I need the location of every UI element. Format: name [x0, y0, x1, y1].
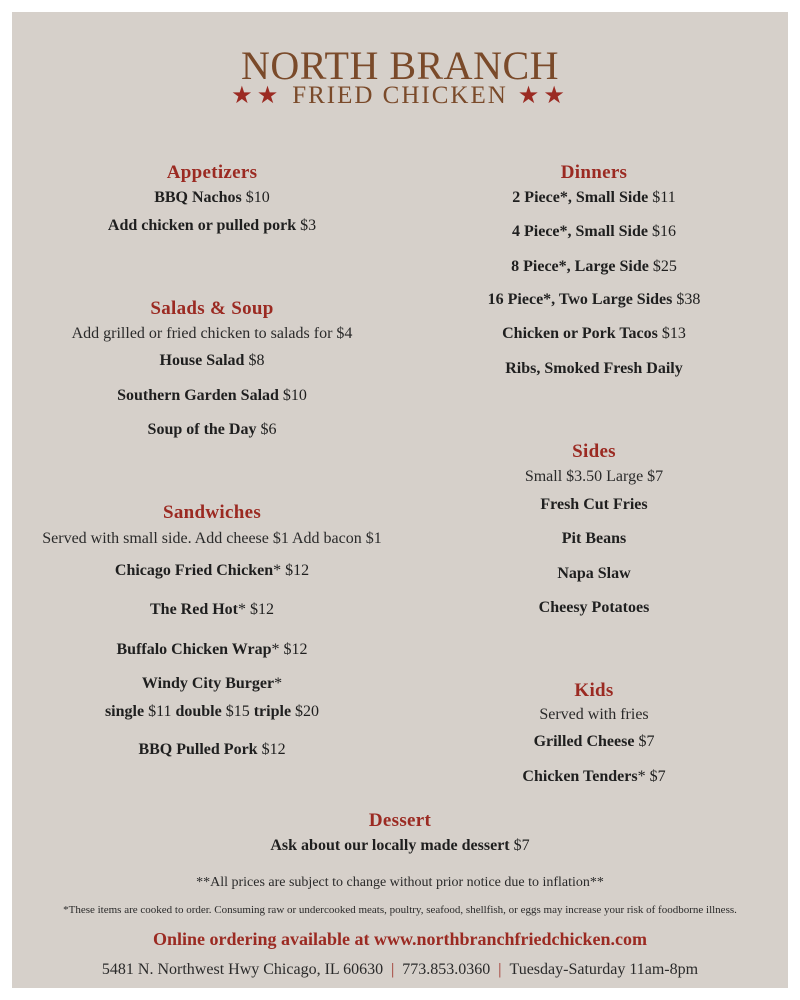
menu-item: Grilled Cheese $7 — [533, 733, 655, 750]
contact-line — [0, 961, 800, 979]
menu-item: Southern Garden Salad $10 — [117, 387, 307, 404]
menu-item: 4 Piece*, Small Side $16 — [512, 223, 676, 240]
separator: | — [391, 961, 395, 978]
menu-item: BBQ Pulled Pork $12 — [138, 741, 286, 758]
star-icon: ★★ — [517, 83, 569, 109]
menu-item: Soup of the Day $6 — [147, 421, 277, 438]
sides-heading: Sides — [572, 441, 616, 462]
dinners-heading: Dinners — [560, 162, 628, 183]
online-ordering-link[interactable]: Online ordering available at www.northbranchfriedchicken.com — [153, 929, 647, 949]
menu-item: Pit Beans — [561, 530, 627, 547]
menu-item: Chicken Tenders* $7 — [522, 768, 666, 785]
menu-item: Buffalo Chicken Wrap* $12 — [116, 641, 308, 658]
separator: | — [498, 961, 502, 978]
dessert-item: Ask about our locally made dessert $7 — [270, 837, 530, 854]
inflation-notice: **All prices are subject to change without prior notice due to inflation** — [196, 875, 604, 890]
sides-note: Small $3.50 Large $7 — [524, 468, 664, 485]
burger-sizes: single $11 double $15 triple $20 — [104, 703, 320, 720]
raw-food-warning: *These items are cooked to order. Consuming raw or undercooked meats, poultry, seafood, shellfish, or eggs may increase your risk of foodborne illness. — [63, 904, 737, 916]
menu-item: Add chicken or pulled pork $3 — [107, 217, 317, 234]
menu-item: Chicago Fried Chicken* $12 — [114, 562, 310, 579]
dessert-heading: Dessert — [368, 810, 432, 831]
menu-item: Windy City Burger* — [141, 675, 283, 692]
menu-item: Napa Slaw — [557, 565, 631, 582]
menu-item: BBQ Nachos $10 — [154, 189, 270, 206]
menu-item: Fresh Cut Fries — [540, 496, 648, 513]
phone[interactable]: 773.853.0360 — [402, 961, 491, 978]
kids-note: Served with fries — [539, 706, 649, 723]
menu-item: Ribs, Smoked Fresh Daily — [505, 360, 683, 377]
brand-name-text: NORTH BRANCH — [240, 43, 560, 88]
kids-heading: Kids — [574, 680, 614, 701]
menu-item: 16 Piece*, Two Large Sides $38 — [487, 291, 701, 308]
brand-subtitle: FRIED CHICKEN — [292, 82, 508, 109]
menu-item: Cheesy Potatoes — [538, 599, 650, 616]
salads-heading: Salads & Soup — [150, 298, 274, 319]
star-icon: ★★ — [231, 83, 283, 109]
address: 5481 N. Northwest Hwy Chicago, IL 60630 — [101, 961, 384, 978]
appetizers-heading: Appetizers — [166, 162, 258, 183]
menu-item: 8 Piece*, Large Side $25 — [511, 258, 677, 275]
menu-item: 2 Piece*, Small Side $11 — [512, 189, 676, 206]
menu-item: The Red Hot* $12 — [150, 601, 274, 618]
sandwiches-note: Served with small side. Add cheese $1 Add bacon $1 — [42, 530, 382, 547]
menu-item: Chicken or Pork Tacos $13 — [502, 325, 686, 342]
salads-note: Add grilled or fried chicken to salads for $4 — [71, 325, 353, 342]
sandwiches-heading: Sandwiches — [162, 502, 262, 523]
menu-item: House Salad $8 — [159, 352, 265, 369]
hours: Tuesday-Saturday 11am-8pm — [509, 961, 699, 978]
